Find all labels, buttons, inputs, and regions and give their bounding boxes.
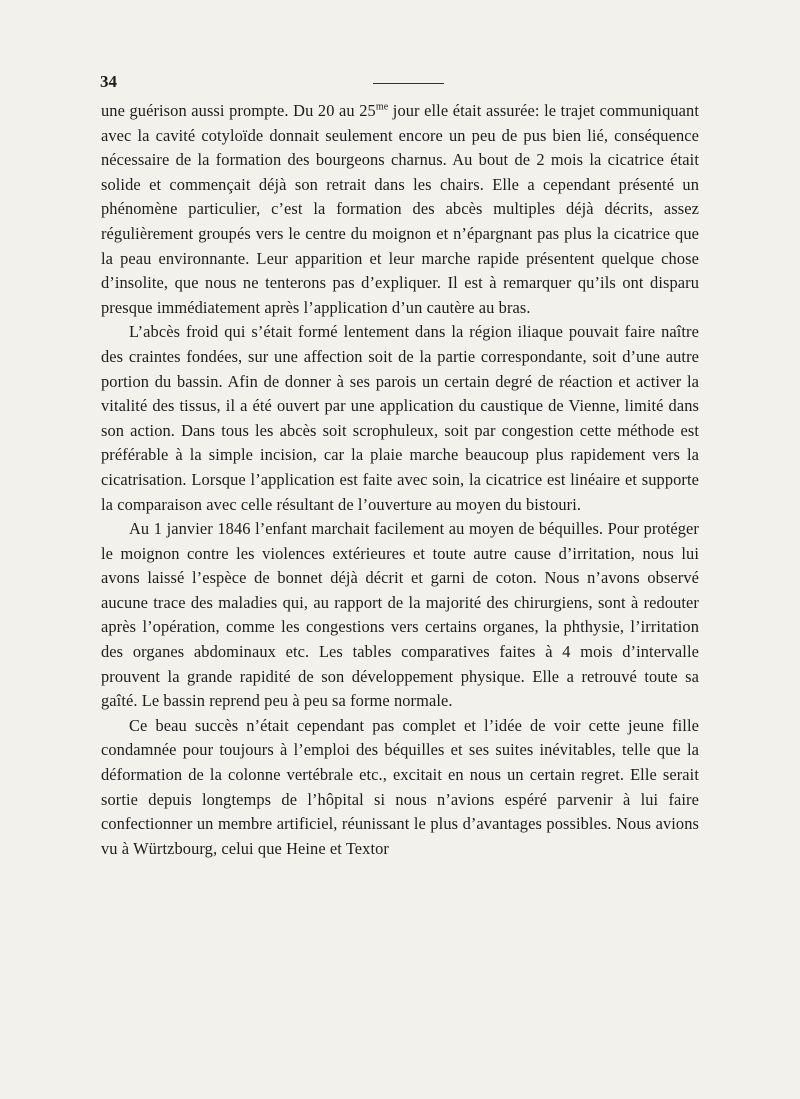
- paragraph-2: L’abcès froid qui s’était formé lentement dans la région iliaque pouvait faire naître des craintes fondées, sur une affection soit de la partie correspondante, soit d’une autre portion du bassin. Afin de donner à ses parois un certain degré de réaction et activer la vitalité des tissus, il a été ouvert par une application du caustique de Vienne, limité dans son action. Dans tous les abcès soit scrophuleux, soit par congestion cette méthode est préférable à la simple incision, car la plaie marche beaucoup plus rapidement vers la cicatrisation. Lorsque l’application est faite avec soin, la cicatrice est linéaire et supporte la comparaison avec celle résultant de l’ouverture au moyen du bistouri.: [101, 322, 699, 514]
- header-rule: [373, 83, 444, 84]
- page-number: 34: [100, 72, 117, 91]
- paragraph-3: Au 1 janvier 1846 l’enfant marchait facilement au moyen de béquilles. Pour protéger le moignon contre les violences extérieures et toute autre cause d’irritation, nous lui avons laissé l’espèce de bonnet déjà décrit et garni de coton. Nous n’avons observé aucune trace des maladies qui, au rapport de la majorité des chirurgiens, sont à redouter après l’opération, comme les congestions vers certains organes, la phthysie, l’irritation des organes abdominaux etc. Les tables comparatives faites à 4 mois d’intervalle prouvent la grande rapidité de son développement physique. Elle a retrouvé toute sa gaîté. Le bassin reprend peu à peu sa forme normale.: [101, 519, 699, 711]
- paragraph-1: [101, 99, 699, 320]
- paragraph-1-text-end: jour elle était assurée: le trajet communiquant avec la cavité cotyloïde donnait seulement encore un peu de pus bien lié, conséquence nécessaire de la formation des bourgeons charnus. Au bout de 2 mois la cicatrice était solide et commençait déjà son retrait dans les chairs. Elle a cependant présenté un phénomène particulier, c’est la formation des abcès multiples déjà décrits, assez régulièrement groupés vers le centre du moignon et n’épargnant pas plus la cicatrice que la peau environnante. Leur apparition et leur marche rapide présentent quelque chose d’insolite, que nous ne tenterons pas d’expliquer. Il est à remarquer qu’ils ont disparu presque immédiatement après l’application d’un cautère au bras.: [101, 101, 699, 317]
- page-header: [100, 72, 700, 94]
- body-text: [101, 99, 699, 861]
- paragraph-4: Ce beau succès n’était cependant pas complet et l’idée de voir cette jeune fille condamnée pour toujours à l’emploi des béquilles et ses suites inévitables, telle que la déformation de la colonne vertébrale etc., excitait en nous un certain regret. Elle serait sortie depuis longtemps de l’hôpital si nous n’avions espéré parvenir à lui faire confectionner un membre artificiel, réunissant le plus d’avantages possibles. Nous avions vu à Würtzbourg, celui que Heine et Textor: [101, 715, 699, 858]
- paragraph-1-text-start: une guérison aussi prompte. Du 20 au 25: [101, 101, 376, 120]
- superscript-me: me: [375, 101, 389, 113]
